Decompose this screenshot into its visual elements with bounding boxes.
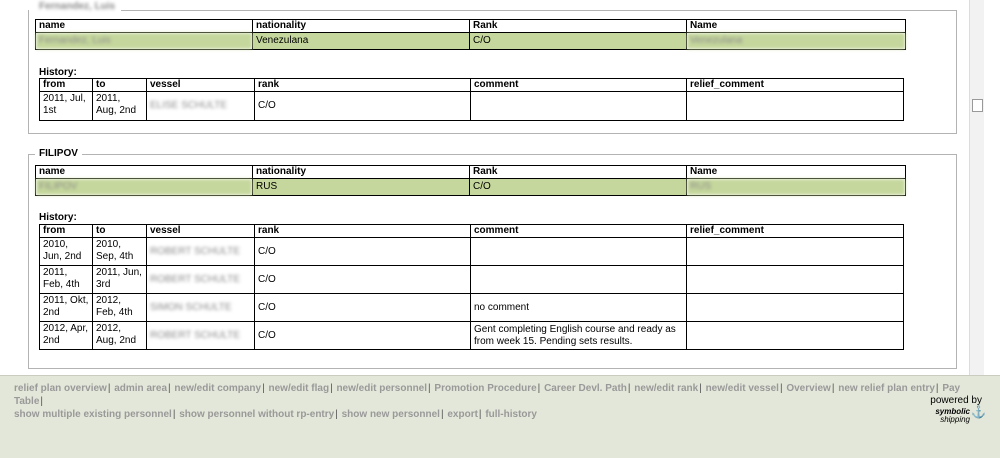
cell-from: 2012, Apr, 2nd	[40, 322, 93, 350]
cell-comment	[471, 266, 687, 294]
link-new-relief-plan-entry[interactable]: new relief plan entry	[838, 383, 935, 394]
cell-rank: C/O	[255, 294, 471, 322]
logo-text-line2: shipping	[940, 415, 970, 424]
personnel-row	[36, 33, 906, 50]
separator: |	[537, 383, 541, 394]
cell-comment	[471, 92, 687, 121]
header-to: to	[93, 225, 147, 238]
header-name: name	[36, 166, 253, 179]
cell-vessel: ROBERT SCHULTE	[147, 238, 255, 266]
cell-to: 2012, Aug, 2nd	[93, 322, 147, 350]
link-show-multiple-existing-personnel[interactable]: show multiple existing personnel	[14, 409, 172, 420]
separator: |	[440, 409, 444, 420]
link-relief-plan-overview[interactable]: relief plan overview	[14, 383, 107, 394]
link-new-edit-flag[interactable]: new/edit flag	[268, 383, 330, 394]
cell-vessel: ROBERT SCHULTE	[147, 322, 255, 350]
cell-relief-comment	[687, 238, 904, 266]
personnel-legend: FILIPOV	[35, 148, 82, 160]
header-nationality: nationality	[253, 166, 470, 179]
header-from: from	[40, 225, 93, 238]
link-overview[interactable]: Overview	[786, 383, 831, 394]
cell-comment: Gent completing English course and ready as from week 15. Pending sets results.	[471, 322, 687, 350]
cell-from: 2011, Jul, 1st	[40, 92, 93, 121]
cell-from: 2011, Feb, 4th	[40, 266, 93, 294]
link-export[interactable]: export	[447, 409, 478, 420]
personnel-table	[35, 19, 906, 50]
header-nationality: nationality	[253, 20, 470, 33]
cell-from: 2010, Jun, 2nd	[40, 238, 93, 266]
separator: |	[107, 383, 111, 394]
personnel-legend: Fernandez, Luis	[35, 1, 119, 13]
link-show-personnel-without-rp-entry[interactable]: show personnel without rp-entry	[179, 409, 335, 420]
separator: |	[627, 383, 631, 394]
link-promotion-procedure[interactable]: Promotion Procedure	[434, 383, 537, 394]
history-row	[40, 294, 904, 322]
cell-nationality: Venezulana	[253, 33, 470, 50]
cell-vessel: ROBERT SCHULTE	[147, 266, 255, 294]
link-admin-area[interactable]: admin area	[114, 383, 168, 394]
history-table	[39, 224, 904, 350]
cell-to: 2011, Aug, 2nd	[93, 92, 147, 121]
cell-relief-comment	[687, 294, 904, 322]
separator: |	[699, 383, 702, 394]
history-row	[40, 322, 904, 350]
history-row	[40, 92, 904, 121]
link-new-edit-rank[interactable]: new/edit rank	[634, 383, 699, 394]
cell-rank: C/O	[255, 322, 471, 350]
cell-rank: C/O	[255, 238, 471, 266]
link-full-history[interactable]: full-history	[485, 409, 537, 420]
header-relief-comment: relief_comment	[687, 79, 904, 92]
header-comment: comment	[471, 225, 687, 238]
cell-relief-comment	[687, 266, 904, 294]
scrollbar-thumb[interactable]	[972, 99, 983, 112]
link-show-new-personnel[interactable]: show new personnel	[341, 409, 440, 420]
cell-comment: no comment	[471, 294, 687, 322]
cell-rank: C/O	[255, 92, 471, 121]
cell-vessel: SIMON SCHULTE	[147, 294, 255, 322]
header-relief-comment: relief_comment	[687, 225, 904, 238]
header-rank: rank	[255, 79, 471, 92]
history-row	[40, 266, 904, 294]
cell-name2: RUS	[687, 179, 906, 196]
personnel-table	[35, 165, 906, 196]
cell-rank: C/O	[470, 179, 687, 196]
symbolic-shipping-logo[interactable]	[935, 405, 986, 424]
footer	[0, 375, 1000, 458]
separator: |	[335, 409, 338, 420]
separator: |	[172, 409, 176, 420]
link-new-edit-personnel[interactable]: new/edit personnel	[336, 383, 428, 394]
history-table	[39, 78, 904, 121]
header-comment: comment	[471, 79, 687, 92]
personnel-row	[36, 179, 906, 196]
link-pay-table[interactable]: Pay Table	[14, 383, 961, 407]
history-row	[40, 238, 904, 266]
cell-nationality: RUS	[253, 179, 470, 196]
header-rank: rank	[255, 225, 471, 238]
history-label: History:	[39, 67, 77, 78]
cell-from: 2011, Okt, 2nd	[40, 294, 93, 322]
history-label: History:	[39, 212, 77, 223]
header-rank: Rank	[470, 166, 687, 179]
header-from: from	[40, 79, 93, 92]
separator: |	[779, 383, 783, 394]
separator: |	[168, 383, 171, 394]
cell-name2: Venezulana	[687, 33, 906, 50]
header-to: to	[93, 79, 147, 92]
header-rank: Rank	[470, 20, 687, 33]
separator: |	[478, 409, 482, 420]
cell-relief-comment	[687, 322, 904, 350]
link-new-edit-company[interactable]: new/edit company	[174, 383, 262, 394]
separator: |	[831, 383, 835, 394]
logo-text-line1: symbolic	[935, 407, 970, 416]
separator: |	[428, 383, 431, 394]
anchor-icon: ⚓	[971, 405, 986, 419]
separator: |	[935, 383, 939, 394]
header-name2: Name	[687, 166, 906, 179]
separator: |	[262, 383, 265, 394]
powered-by-label: powered by	[930, 395, 982, 406]
cell-to: 2010, Sep, 4th	[93, 238, 147, 266]
separator: |	[40, 396, 43, 407]
header-name2: Name	[687, 20, 906, 33]
cell-name: Fernandez, Luis	[36, 33, 253, 50]
cell-to: 2011, Jun, 3rd	[93, 266, 147, 294]
cell-rank: C/O	[470, 33, 687, 50]
header-name: name	[36, 20, 253, 33]
personnel-group-2	[28, 148, 957, 369]
separator: |	[330, 383, 333, 394]
personnel-group-1	[28, 1, 957, 134]
header-vessel: vessel	[147, 225, 255, 238]
footer-nav	[14, 382, 969, 421]
cell-comment	[471, 238, 687, 266]
header-vessel: vessel	[147, 79, 255, 92]
cell-rank: C/O	[255, 266, 471, 294]
cell-relief-comment	[687, 92, 904, 121]
link-new-edit-vessel[interactable]: new/edit vessel	[705, 383, 779, 394]
vertical-scrollbar[interactable]	[969, 0, 984, 375]
cell-name: FILIPOV	[36, 179, 253, 196]
link-career-devl-path[interactable]: Career Devl. Path	[544, 383, 627, 394]
cell-to: 2012, Feb, 4th	[93, 294, 147, 322]
cell-vessel: ELISE SCHULTE	[147, 92, 255, 121]
